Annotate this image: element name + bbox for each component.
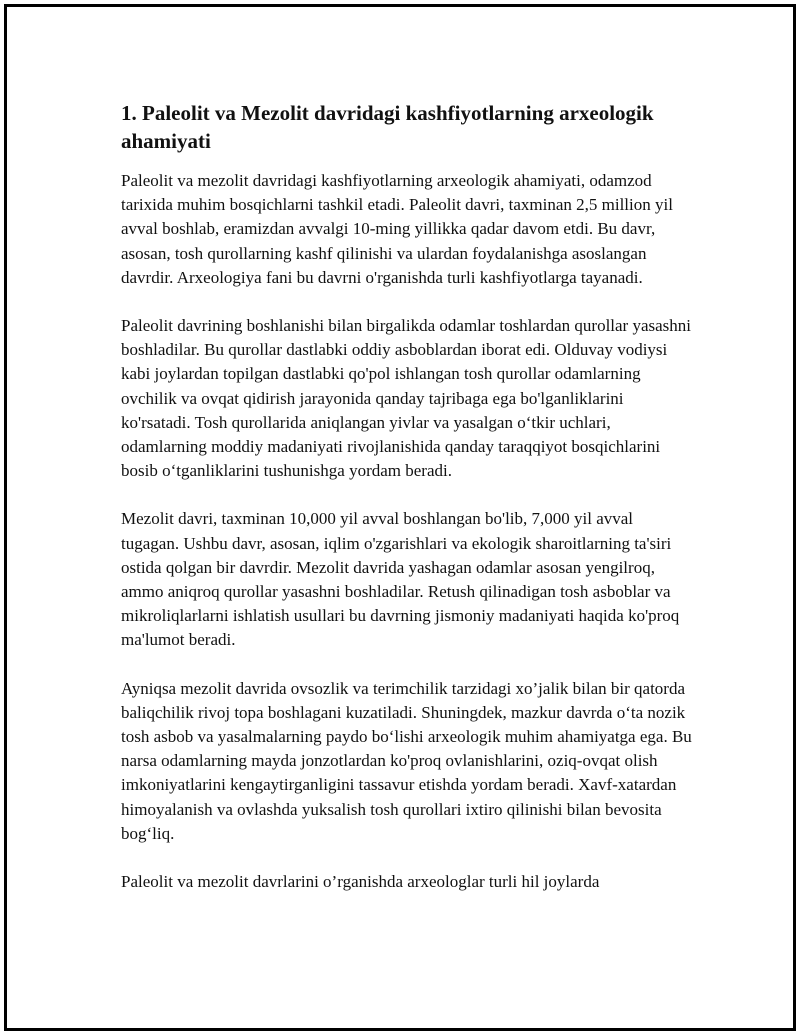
paragraph: Mezolit davri, taxminan 10,000 yil avval boshlangan bo'lib, 7,000 yil avval tugagan. Ushbu davr, asosan, iqlim o'zgarishlari va ekologik sharoitlarning ta'siri ostida qolgan bir davrdir. Mezolit davrida yashagan odamlar asosan yengilroq, ammo aniqroq qurollar yasashni boshladilar. Retush qilinadigan tosh asboblar va mikroliqlarlarni ishlatish usullari bu davrning jismoniy madaniyati haqida ko'proq ma'lumot beradi. (121, 509, 680, 650)
paragraph: Paleolit va mezolit davrlarini o’rganishda arxeologlar turli hil joylarda (121, 872, 600, 892)
section-heading: 1. Paleolit va Mezolit davridagi kashfiyotlarning arxeologik ahamiyati (121, 101, 654, 153)
paragraph: Paleolit va mezolit davridagi kashfiyotlarning arxeologik ahamiyati, odamzod tarixida muhim bosqichlarni tashkil etadi. Paleolit davri, taxminan 2,5 million yil avval boshlab, eramizdan avvalgi 10-ming yillikka qadar davom etdi. Bu davr, asosan, tosh qurollarning kashf qilinishi va ulardan foydalanishga asoslangan davrdir. Arxeologiya fani bu davrni o'rganishda turli kashfiyotlarga tayanadi. (121, 171, 673, 287)
paragraph: Ayniqsa mezolit davrida ovsozlik va terimchilik tarzidagi xo’jalik bilan bir qatorda baliqchilik rivoj topa boshlagani kuzatiladi. Shuningdek, mazkur davrda o‘ta nozik tosh asbob va yasalmalarning paydo bo‘lishi arxeologik muhim ahamiyatga ega. Bu narsa odamlarning mayda jonzotlardan ko'proq ovlanishlarini, oziq-ovqat olish imkoniyatlarini kengaytirganligini tassavur etishda yordam beradi. Xavf-xatardan himoyalanish va ovlashda yuksalish tosh qurollari ixtiro qilinishi bilan bevosita bog‘liq. (121, 678, 692, 843)
document-body (121, 99, 693, 918)
page-frame (4, 4, 796, 1031)
paragraph: Paleolit davrining boshlanishi bilan birgalikda odamlar toshlardan qurollar yasashni boshladilar. Bu qurollar dastlabki oddiy asboblardan iborat edi. Olduvay vodiysi kabi joylardan topilgan dastlabki qo'pol ishlangan tosh qurollar odamlarning ovchilik va ovqat qidirish jarayonida qanday tajribaga ega bo'lganliklarini ko'rsatadi. Tosh qurollarida aniqlangan yivlar va yasalgan o‘tkir uchlari, odamlarning moddiy madaniyati rivojlanishida qanday taraqqiyot bosqichlarini bosib o‘tganliklarini tushunishga yordam beradi. (121, 316, 692, 481)
